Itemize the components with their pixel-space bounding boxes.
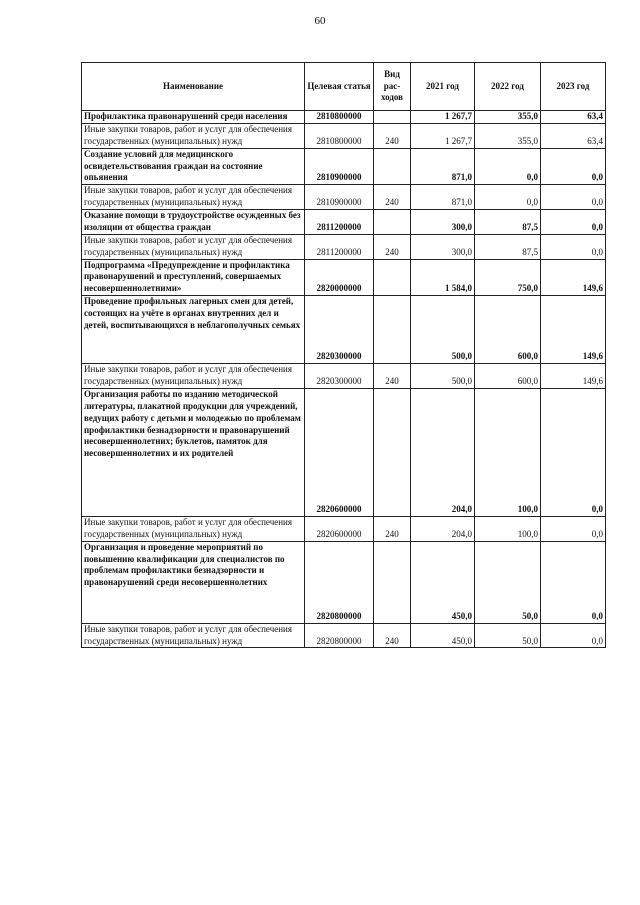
row-name: Оказание помощи в трудоустройстве осужденных без изоляции от общества граждан <box>82 210 305 235</box>
row-target-code: 2820800000 <box>305 623 374 648</box>
row-value-2023: 0,0 <box>541 148 606 185</box>
row-value-2023: 63,4 <box>541 111 606 124</box>
row-expense-kind <box>374 259 411 296</box>
row-name: Подпрограмма «Предупреждение и профилактика правонарушений и преступлений, совершаемых несовершеннолетними» <box>82 259 305 296</box>
table-row <box>82 210 606 235</box>
budget-table <box>81 62 606 648</box>
row-name: Организация и проведение мероприятий по повышению квалификации для специалистов по проблемам профилактики безнадзорности и правонарушений среди несовершеннолетних <box>82 541 305 623</box>
row-expense-kind <box>374 296 411 364</box>
row-value-2021: 450,0 <box>411 623 475 648</box>
table-row <box>82 259 606 296</box>
row-target-code: 2820600000 <box>305 388 374 516</box>
row-target-code: 2810900000 <box>305 148 374 185</box>
row-expense-kind <box>374 388 411 516</box>
row-target-code: 2820600000 <box>305 516 374 541</box>
row-value-2022: 355,0 <box>475 111 541 124</box>
table-row <box>82 234 606 259</box>
row-value-2022: 50,0 <box>475 623 541 648</box>
row-value-2022: 87,5 <box>475 210 541 235</box>
row-value-2023: 0,0 <box>541 623 606 648</box>
header-2023: 2023 год <box>541 63 606 111</box>
row-value-2022: 100,0 <box>475 388 541 516</box>
header-kind: Вид рас-ходов <box>374 63 411 111</box>
row-target-code: 2811200000 <box>305 234 374 259</box>
row-value-2021: 1 267,7 <box>411 111 475 124</box>
row-value-2022: 50,0 <box>475 541 541 623</box>
row-name: Иные закупки товаров, работ и услуг для обеспечения государственных (муниципальных) нужд <box>82 516 305 541</box>
row-expense-kind: 240 <box>374 516 411 541</box>
table-row <box>82 364 606 389</box>
table-row <box>82 148 606 185</box>
row-value-2021: 871,0 <box>411 185 475 210</box>
row-value-2022: 0,0 <box>475 148 541 185</box>
row-value-2021: 450,0 <box>411 541 475 623</box>
row-name: Иные закупки товаров, работ и услуг для обеспечения государственных (муниципальных) нужд <box>82 234 305 259</box>
row-value-2023: 0,0 <box>541 210 606 235</box>
row-value-2022: 600,0 <box>475 296 541 364</box>
row-name: Иные закупки товаров, работ и услуг для обеспечения государственных (муниципальных) нужд <box>82 123 305 148</box>
row-value-2023: 63,4 <box>541 123 606 148</box>
row-name: Проведение профильных лагерных смен для детей, состоящих на учёте в органах внутренних дел и детей, воспитывающихся в неблагополучных семьях <box>82 296 305 364</box>
header-2022: 2022 год <box>475 63 541 111</box>
row-target-code: 2820000000 <box>305 259 374 296</box>
row-expense-kind <box>374 111 411 124</box>
row-target-code: 2811200000 <box>305 210 374 235</box>
header-2021: 2021 год <box>411 63 475 111</box>
row-value-2023: 149,6 <box>541 296 606 364</box>
row-value-2021: 871,0 <box>411 148 475 185</box>
row-name: Иные закупки товаров, работ и услуг для обеспечения государственных (муниципальных) нужд <box>82 623 305 648</box>
row-target-code: 2820800000 <box>305 541 374 623</box>
row-name: Иные закупки товаров, работ и услуг для обеспечения государственных (муниципальных) нужд <box>82 185 305 210</box>
table-row <box>82 623 606 648</box>
row-value-2021: 500,0 <box>411 364 475 389</box>
row-target-code: 2810800000 <box>305 123 374 148</box>
row-expense-kind: 240 <box>374 185 411 210</box>
row-value-2021: 300,0 <box>411 210 475 235</box>
row-expense-kind <box>374 210 411 235</box>
row-name: Иные закупки товаров, работ и услуг для обеспечения государственных (муниципальных) нужд <box>82 364 305 389</box>
row-value-2023: 0,0 <box>541 541 606 623</box>
row-value-2023: 0,0 <box>541 388 606 516</box>
row-name: Создание условий для медицинского освидетельствования граждан на состояние опьянения <box>82 148 305 185</box>
row-target-code: 2820300000 <box>305 364 374 389</box>
page-number: 60 <box>314 15 326 27</box>
header-target: Целевая статья <box>305 63 374 111</box>
table-row <box>82 123 606 148</box>
row-value-2023: 0,0 <box>541 185 606 210</box>
row-target-code: 2820300000 <box>305 296 374 364</box>
row-value-2022: 600,0 <box>475 364 541 389</box>
row-value-2023: 149,6 <box>541 259 606 296</box>
row-expense-kind: 240 <box>374 364 411 389</box>
table-row <box>82 296 606 364</box>
row-value-2021: 1 584,0 <box>411 259 475 296</box>
row-value-2023: 0,0 <box>541 234 606 259</box>
row-expense-kind: 240 <box>374 623 411 648</box>
row-expense-kind: 240 <box>374 234 411 259</box>
row-value-2022: 750,0 <box>475 259 541 296</box>
row-name: Профилактика правонарушений среди населения <box>82 111 305 124</box>
row-value-2022: 0,0 <box>475 185 541 210</box>
row-value-2022: 355,0 <box>475 123 541 148</box>
row-value-2021: 204,0 <box>411 516 475 541</box>
table-row <box>82 388 606 516</box>
row-target-code: 2810800000 <box>305 111 374 124</box>
row-target-code: 2810900000 <box>305 185 374 210</box>
table-row <box>82 516 606 541</box>
header-name: Наименование <box>82 63 305 111</box>
row-name: Организация работы по изданию методической литературы, плакатной продукции для учреждений, ведущих работу с детьми и молодежью по проблемам профилактики безнадзорности и правонарушений несовершеннолетних; буклетов, памяток для несовершеннолетних и их родителей <box>82 388 305 516</box>
row-value-2022: 100,0 <box>475 516 541 541</box>
table-row <box>82 185 606 210</box>
row-value-2021: 300,0 <box>411 234 475 259</box>
row-value-2021: 204,0 <box>411 388 475 516</box>
table-row <box>82 541 606 623</box>
row-expense-kind: 240 <box>374 123 411 148</box>
row-value-2021: 500,0 <box>411 296 475 364</box>
row-value-2023: 149,6 <box>541 364 606 389</box>
row-value-2022: 87,5 <box>475 234 541 259</box>
table-row <box>82 111 606 124</box>
row-value-2023: 0,0 <box>541 516 606 541</box>
row-expense-kind <box>374 541 411 623</box>
row-value-2021: 1 267,7 <box>411 123 475 148</box>
row-expense-kind <box>374 148 411 185</box>
table-header-row <box>82 63 606 111</box>
